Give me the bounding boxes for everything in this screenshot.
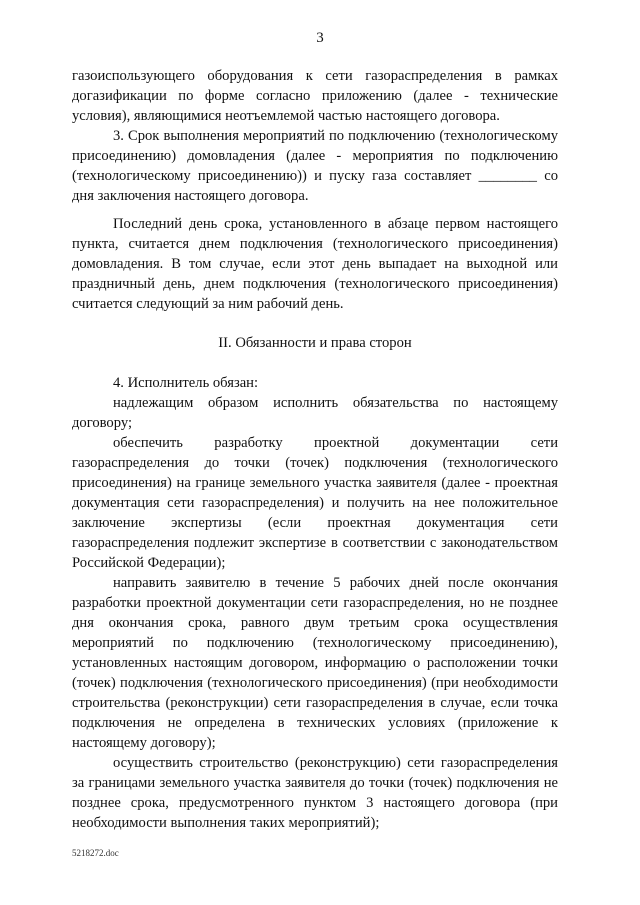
- section-heading: II. Обязанности и права сторон: [218, 335, 412, 351]
- duty-item-design: обеспечить разработку проектной документации сети газораспределения до точки (точек) подключения (технологического присоединения) на границе земельного участка заявителя (далее - проектная документация сети газораспределения) и получить на нее положительное заключение экспертизы (если проектная документация сети газораспределения подлежит экспертизе в соответствии с законодательством Российской Федерации);: [72, 435, 558, 571]
- paragraph-4-intro: 4. Исполнитель обязан:: [113, 375, 259, 391]
- page-number: 3: [316, 30, 324, 46]
- paragraph-3-deadline: 3. Срок выполнения мероприятий по подключению (технологическому присоединению) домовладения (далее - мероприятия по подключению (технологическому присоединению)) и пуску газа составляет ________ со дня заключения настоящего договора.: [72, 128, 558, 204]
- duty-item-fulfil: надлежащим образом исполнить обязательства по настоящему договору;: [72, 395, 558, 431]
- paragraph-last-day: Последний день срока, установленного в абзаце первом настоящего пункта, считается днем подключения (технологического присоединения) домовладения. В том случае, если этот день выпадает на выходной или праздничный день, днем подключения (технологического присоединения) считается следующий за ним рабочий день.: [72, 216, 558, 312]
- spacer: [72, 206, 558, 214]
- document-body: [72, 66, 558, 833]
- document-code: 5218272.doc: [72, 848, 119, 858]
- paragraph-continuation: газоиспользующего оборудования к сети газораспределения в рамках догазификации по форме согласно приложению (далее - технические условия), являющимися неотъемлемой частью настоящего договора.: [72, 68, 558, 124]
- duty-item-notify: направить заявителю в течение 5 рабочих дней после окончания разработки проектной документации сети газораспределения, но не позднее дня окончания срока, равного двум третьим срока осуществления мероприятий по подключению (технологическому присоединению), установленных настоящим договором, информацию о расположении точки (точек) подключения (технологического присоединения) (при необходимости строительства (реконструкции) сети газораспределения в случае, если точка подключения не определена в технических условиях (приложение к настоящему договору);: [72, 575, 558, 751]
- duty-item-construct: осуществить строительство (реконструкцию) сети газораспределения за границами земельного участка заявителя до точки (точек) подключения не позднее срока, предусмотренного пунктом 3 настоящего договора (при необходимости выполнения таких мероприятий);: [72, 755, 558, 831]
